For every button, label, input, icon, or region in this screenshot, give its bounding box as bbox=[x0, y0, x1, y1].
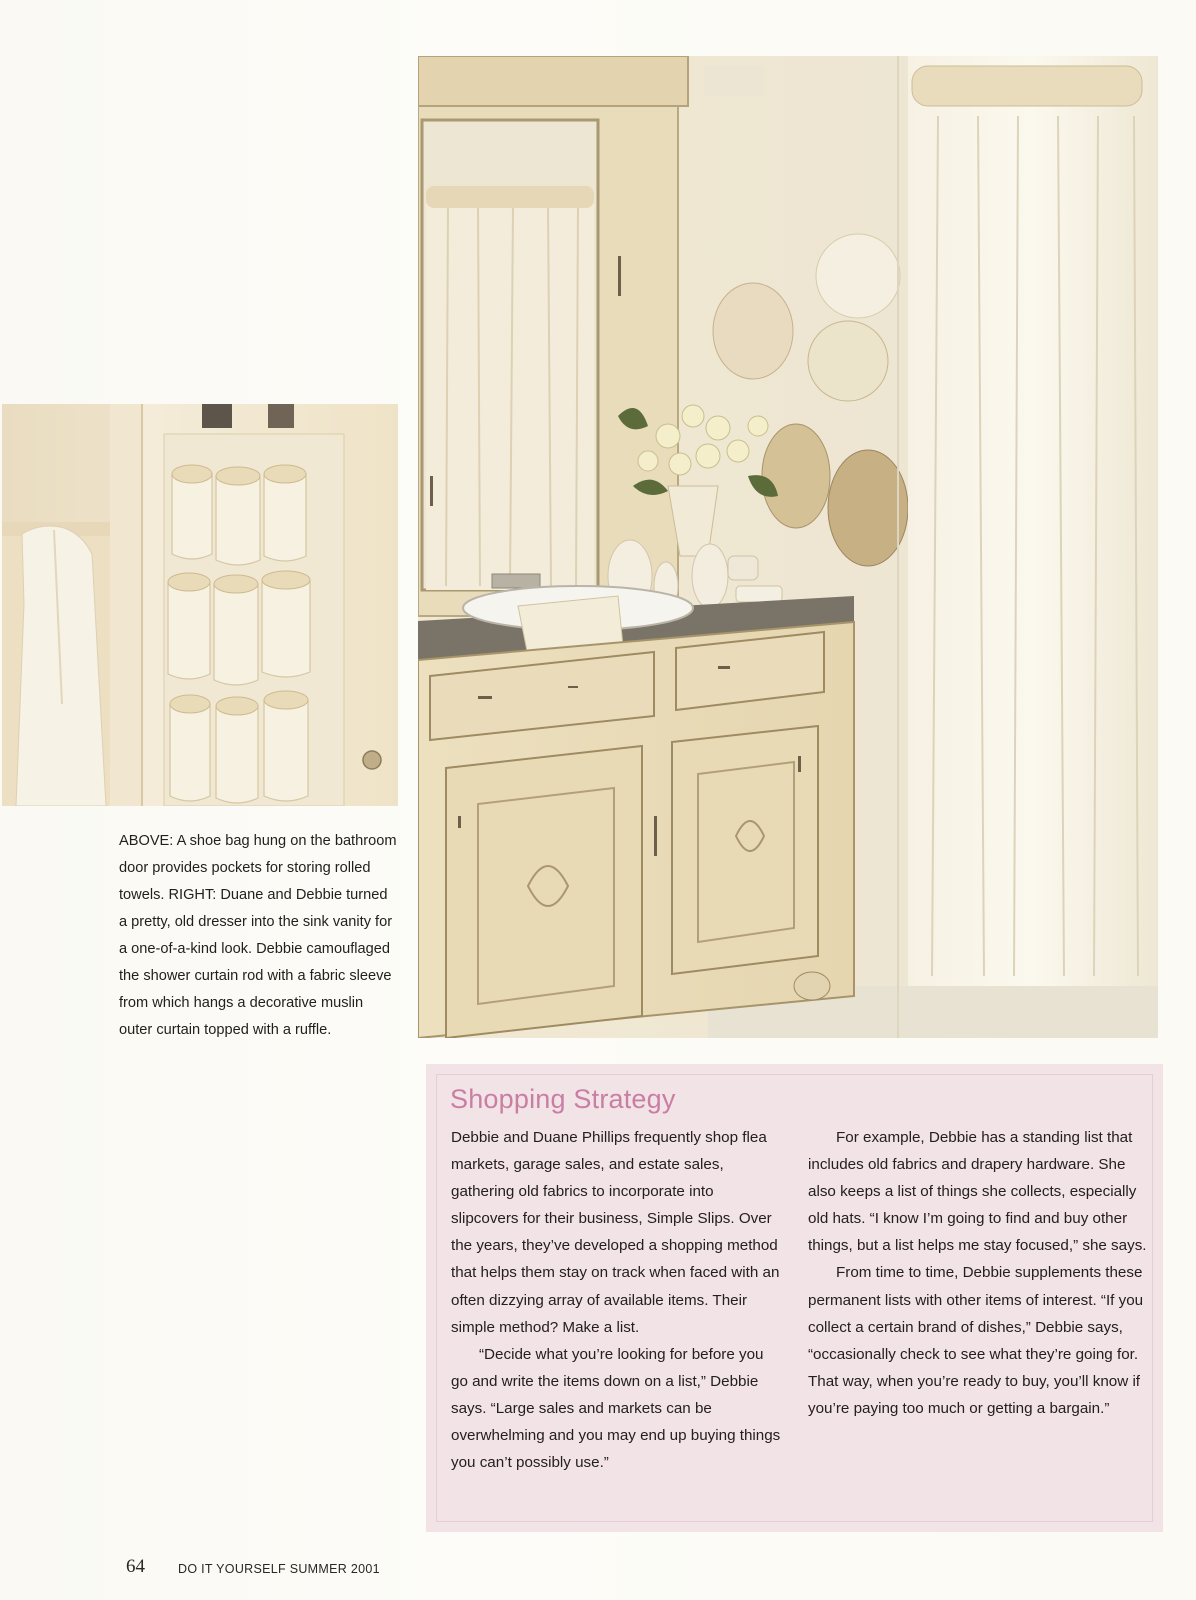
sidebar-right-column bbox=[808, 1124, 1148, 1422]
photo-caption: ABOVE: A shoe bag hung on the bathroom door provides pockets for storing rolled towels. RIGHT: Duane and Debbie turned a pretty, old dresser into the sink vanity for a one-of-a-kind look. Debbie camouflaged the shower curtain rod with a fabric sleeve from which hangs a decorative muslin outer curtain topped with a ruffle. bbox=[119, 833, 397, 1038]
running-head: DO IT YOURSELF SUMMER 2001 bbox=[178, 1562, 380, 1576]
sidebar-title: Shopping Strategy bbox=[450, 1084, 676, 1114]
sidebar-paragraph: For example, Debbie has a standing list that includes old fabrics and drapery hardware. She also keeps a list of things she collects, especially old hats. “I know I’m going to find and buy other things, but a list helps me stay focused,” she says. bbox=[808, 1129, 1147, 1255]
sidebar-left-column bbox=[451, 1124, 781, 1476]
shoe-bag-photo bbox=[2, 404, 398, 806]
vanity-dresser-photo bbox=[418, 56, 1158, 1038]
sidebar-paragraph: Debbie and Duane Phillips frequently shop flea markets, garage sales, and estate sales, gathering old fabrics to incorporate into slipcovers for their business, Simple Slips. Over the years, they’ve developed a shopping method that helps them stay on track when faced with an often dizzying array of available items. Their simple method? Make a list. bbox=[451, 1129, 780, 1336]
page-number: 64 bbox=[126, 1556, 145, 1577]
shopping-strategy-sidebar bbox=[426, 1064, 1163, 1532]
sidebar-paragraph: From time to time, Debbie supplements these permanent lists with other items of interest. “If you collect a certain brand of dishes,” Debbie says, “occasionally check to see what they’re going for. That way, when you’re ready to buy, you’ll know if you’re paying too much or getting a bargain.” bbox=[808, 1264, 1144, 1417]
sidebar-paragraph: “Decide what you’re looking for before you go and write the items down on a list,” Debbie says. “Large sales and markets can be overwhelming and you may end up buying things you can’t possibly use.” bbox=[451, 1345, 781, 1472]
